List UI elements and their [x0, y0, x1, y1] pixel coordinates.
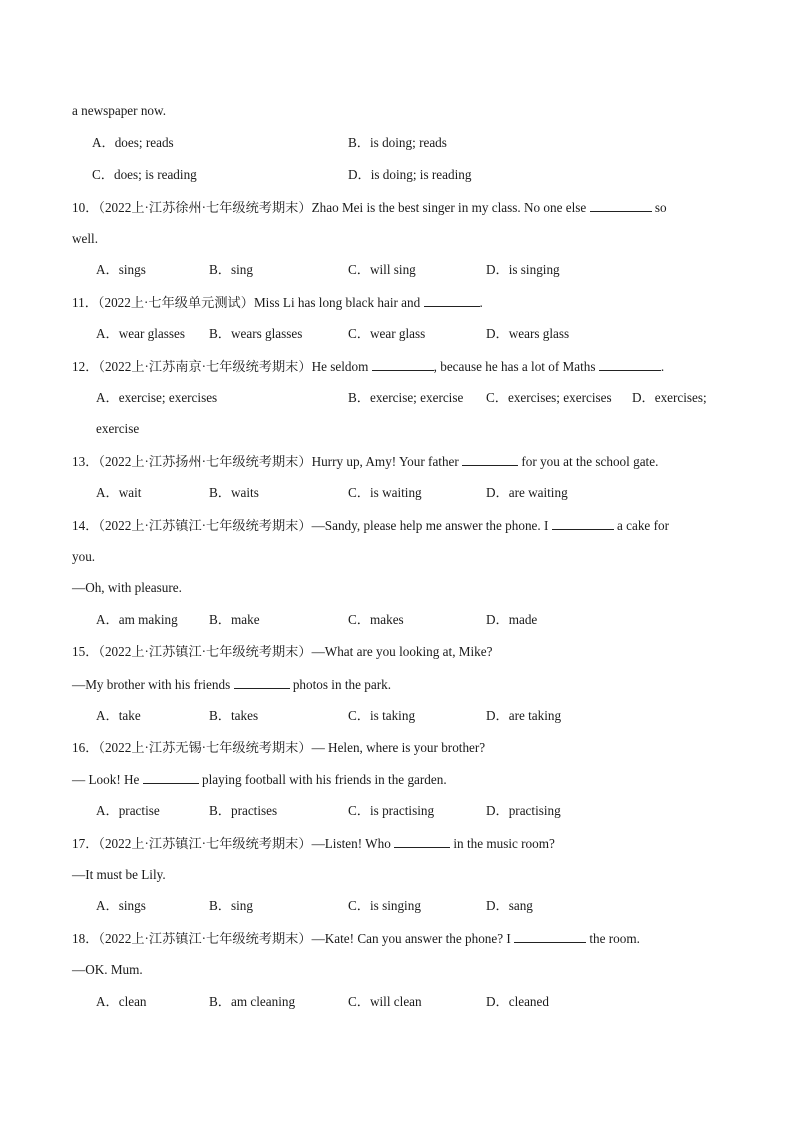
- question-stem-mid: , because he has a lot of Maths: [433, 359, 596, 374]
- question-stem: — Helen, where is your brother?: [311, 740, 486, 755]
- question-18: [72, 930, 640, 947]
- answer-blank: [424, 294, 480, 307]
- q18-reply: —OK. Mum.: [72, 962, 143, 977]
- question-source: （2022上·江苏扬州·七年级统考期末）: [98, 454, 312, 469]
- answer-blank: [590, 199, 652, 212]
- q16-option-d: D．practising: [486, 803, 561, 818]
- q12-option-b: B．exercise; exercise: [348, 390, 464, 405]
- q15-reply: [72, 676, 391, 693]
- question-16: [72, 740, 485, 756]
- question-14: [72, 517, 669, 534]
- q11-option-a: A．wear glasses: [96, 326, 185, 341]
- answer-blank: [143, 771, 199, 784]
- q16-option-c: C．is practising: [348, 803, 435, 818]
- reply-end: photos in the park.: [292, 677, 391, 692]
- question-source: （2022上·江苏镇江·七年级统考期末）: [98, 518, 312, 533]
- question-source: （2022上·江苏镇江·七年级统考期末）: [98, 931, 312, 946]
- q15-option-b: B．takes: [209, 708, 259, 723]
- q10-stem-wrap: well.: [72, 231, 99, 246]
- question-stem-end: .: [479, 295, 483, 310]
- q15-option-c: C．is taking: [348, 708, 416, 723]
- q14-option-a: A．am making: [96, 612, 178, 627]
- q18-option-c: C．will clean: [348, 994, 422, 1009]
- q12-option-d-wrap: exercise: [96, 421, 140, 436]
- question-stem-end: for you at the school gate.: [521, 454, 659, 469]
- answer-blank: [394, 835, 450, 848]
- question-stem-end: a cake for: [616, 518, 669, 533]
- question-source: （2022上·江苏南京·七年级统考期末）: [98, 359, 312, 374]
- answer-blank: [514, 930, 586, 943]
- q14-option-d: D．made: [486, 612, 538, 627]
- question-source: （2022上·江苏无锡·七年级统考期末）: [98, 740, 312, 755]
- q17-option-d: D．sang: [486, 898, 533, 913]
- question-source: （2022上·七年级单元测试）: [97, 295, 254, 310]
- question-10: [72, 199, 667, 216]
- q9-option-b: B．is doing; reads: [348, 135, 447, 150]
- question-stem-end: in the music room?: [453, 836, 555, 851]
- question-13: [72, 453, 658, 470]
- q13-option-d: D．are waiting: [486, 485, 568, 500]
- answer-blank: [552, 517, 614, 530]
- q16-option-a: A．practise: [96, 803, 160, 818]
- question-source: （2022上·江苏徐州·七年级统考期末）: [98, 200, 312, 215]
- q12-option-d: D．exercises;: [632, 390, 707, 405]
- answer-blank: [462, 453, 518, 466]
- q9-stem-continuation: a newspaper now.: [72, 103, 166, 118]
- q14-stem-wrap: you.: [72, 549, 96, 564]
- q17-option-c: C．is singing: [348, 898, 421, 913]
- q17-option-b: B．sing: [209, 898, 253, 913]
- q10-option-b: B．sing: [209, 262, 253, 277]
- q13-option-c: C．is waiting: [348, 485, 422, 500]
- q11-option-d: D．wears glass: [486, 326, 570, 341]
- q12-option-a: A．exercise; exercises: [96, 390, 218, 405]
- q17-option-a: A．sings: [96, 898, 146, 913]
- question-stem: —Sandy, please help me answer the phone. I: [311, 518, 549, 533]
- question-number: 15．: [72, 644, 99, 659]
- question-number: 17．: [72, 836, 99, 851]
- q10-option-a: A．sings: [96, 262, 146, 277]
- reply-end: playing football with his friends in the garden.: [201, 772, 447, 787]
- question-stem: Miss Li has long black hair and: [253, 295, 421, 310]
- question-stem: Hurry up, Amy! Your father: [311, 454, 459, 469]
- q9-option-c: C．does; is reading: [92, 167, 197, 182]
- q9-option-a: A．does; reads: [92, 135, 174, 150]
- question-number: 13．: [72, 454, 99, 469]
- question-number: 14．: [72, 518, 99, 533]
- question-number: 16．: [72, 740, 99, 755]
- q16-reply: [72, 771, 447, 788]
- question-stem: He seldom: [311, 359, 369, 374]
- answer-blank: [599, 358, 661, 371]
- reply-start: — Look! He: [72, 772, 140, 787]
- question-stem: —Listen! Who: [311, 836, 391, 851]
- q10-option-c: C．will sing: [348, 262, 416, 277]
- question-stem: —What are you looking at, Mike?: [311, 644, 493, 659]
- q11-option-c: C．wear glass: [348, 326, 426, 341]
- answer-blank: [372, 358, 434, 371]
- q14-option-b: B．make: [209, 612, 260, 627]
- answer-blank: [234, 676, 290, 689]
- q14-reply: —Oh, with pleasure.: [72, 580, 182, 595]
- q15-option-d: D．are taking: [486, 708, 562, 723]
- question-source: （2022上·江苏镇江·七年级统考期末）: [98, 644, 312, 659]
- question-12: [72, 358, 664, 375]
- question-number: 11．: [72, 295, 98, 310]
- q13-option-a: A．wait: [96, 485, 142, 500]
- question-number: 12．: [72, 359, 99, 374]
- reply-start: —My brother with his friends: [72, 677, 231, 692]
- q13-option-b: B．waits: [209, 485, 259, 500]
- q11-option-b: B．wears glasses: [209, 326, 303, 341]
- q9-option-d: D．is doing; is reading: [348, 167, 472, 182]
- question-number: 10．: [72, 200, 99, 215]
- question-17: [72, 835, 555, 852]
- q18-option-a: A．clean: [96, 994, 147, 1009]
- question-15: [72, 644, 492, 660]
- question-source: （2022上·江苏镇江·七年级统考期末）: [98, 836, 312, 851]
- question-stem-end: so: [654, 200, 667, 215]
- q18-option-d: D．cleaned: [486, 994, 549, 1009]
- question-stem-end: the room.: [589, 931, 640, 946]
- question-stem: Zhao Mei is the best singer in my class. No one else: [311, 200, 587, 215]
- q15-option-a: A．take: [96, 708, 141, 723]
- q14-option-c: C．makes: [348, 612, 404, 627]
- question-number: 18．: [72, 931, 99, 946]
- question-stem: —Kate! Can you answer the phone? I: [311, 931, 511, 946]
- q10-option-d: D．is singing: [486, 262, 560, 277]
- q18-option-b: B．am cleaning: [209, 994, 296, 1009]
- question-stem-end: .: [660, 359, 665, 374]
- q12-option-c: C．exercises; exercises: [486, 390, 612, 405]
- q17-reply: —It must be Lily.: [72, 867, 166, 882]
- q16-option-b: B．practises: [209, 803, 278, 818]
- question-11: [72, 294, 483, 311]
